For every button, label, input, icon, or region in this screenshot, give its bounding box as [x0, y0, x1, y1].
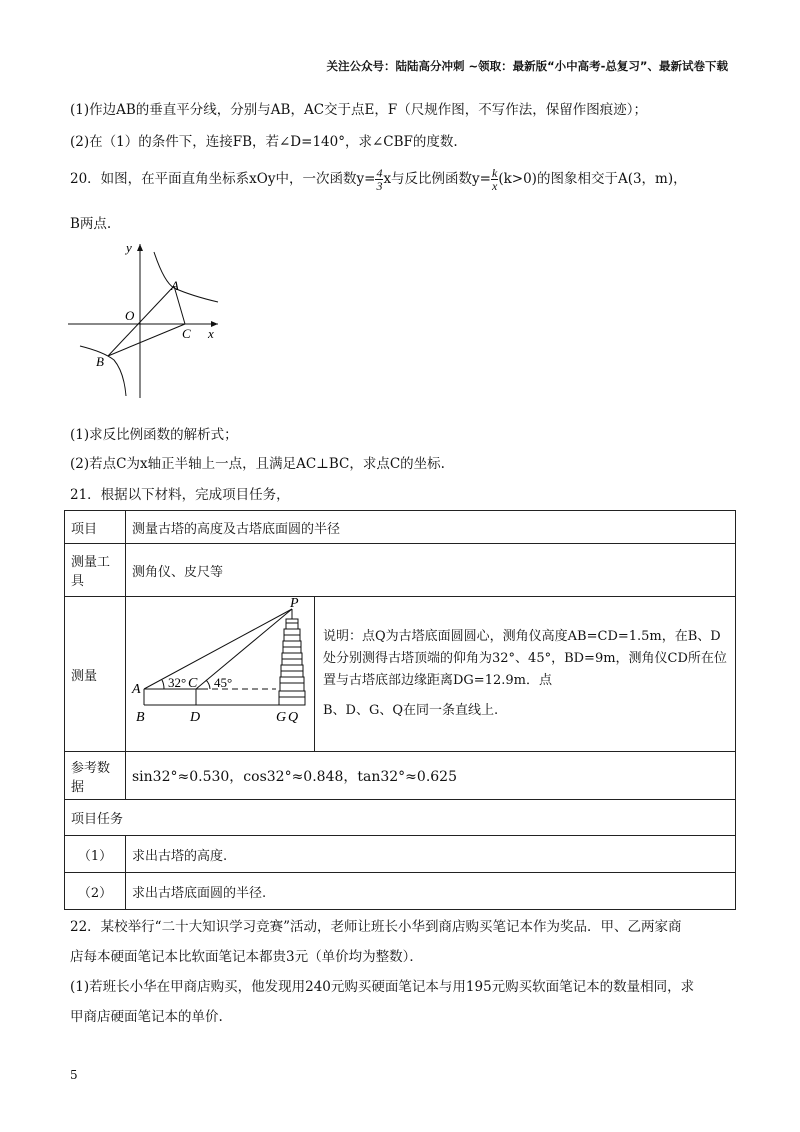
q22-part1-b: 甲商店硬面笔记本的单价. [70, 1009, 223, 1025]
cell-measure-label: 测量 [65, 597, 126, 752]
frac1-den: 3 [376, 179, 383, 193]
q22-stem-1: 22．某校举行“二十大知识学习竞赛”活动，老师让班长小华到商店购买笔记本作为奖品．甲、乙两家商 [70, 919, 682, 935]
measure-text-2: B、D、G、Q在同一条直线上. [323, 703, 499, 718]
hyperbola-branch-1 [154, 252, 218, 302]
q20-stem-a: 20．如图，在平面直角坐标系xOy中，一次函数y= [70, 171, 376, 187]
label-b: B [136, 710, 145, 725]
cell-tool-value: 测角仪、皮尺等 [126, 544, 736, 597]
cell-measure-description [315, 597, 736, 752]
line-ab [108, 286, 174, 356]
cell-task1-no: （1） [65, 836, 126, 873]
cell-task1: 求出古塔的高度. [126, 836, 736, 873]
label-a: A [171, 278, 179, 293]
table-row-reference [65, 752, 736, 800]
table-row-task-2 [65, 873, 736, 910]
cell-tool-label: 测量工具 [65, 544, 126, 597]
cell-task2: 求出古塔底面圆的半径. [126, 873, 736, 910]
label-a: A [132, 682, 141, 697]
q20-coordinate-figure [68, 238, 228, 398]
sight-line-45 [196, 609, 292, 689]
table-row-task-header [65, 800, 736, 836]
label-angle-32: 32° [168, 675, 187, 690]
label-p: P [290, 597, 299, 611]
tower-figure [126, 597, 314, 747]
label-y: y [126, 240, 132, 255]
q19-part1: (1)作边AB的垂直平分线，分别与AB，AC交于点E，F（尺规作图，不写作法，保留作图痕迹）； [70, 102, 648, 118]
tower-icon [279, 619, 305, 705]
table-row-item [65, 511, 736, 544]
label-b: B [96, 354, 104, 369]
label-c: C [188, 676, 198, 691]
cell-item-label: 项目 [65, 511, 126, 544]
frac2-num: k [492, 166, 498, 180]
label-q: Q [288, 710, 299, 725]
page-number: 5 [70, 1068, 78, 1082]
table-row-measure [65, 597, 736, 752]
cell-measure-diagram [126, 597, 315, 752]
label-d: D [190, 710, 201, 725]
cell-ref-value: sin32°≈0.530，cos32°≈0.848，tan32°≈0.625 [126, 752, 736, 800]
table-row-task-1 [65, 836, 736, 873]
y-axis-arrow [137, 244, 143, 251]
label-g: G [276, 710, 287, 725]
label-c: C [182, 326, 191, 341]
q20-part1: (1)求反比例函数的解析式； [70, 427, 238, 443]
cell-task-header: 项目任务 [65, 800, 736, 836]
project-table [64, 510, 736, 910]
cell-task2-no: （2） [65, 873, 126, 910]
label-angle-45: 45° [214, 675, 233, 690]
q20-part2: (2)若点C为x轴正半轴上一点，且满足AC⊥BC，求点C的坐标. [70, 456, 445, 472]
frac2-den: x [492, 179, 498, 193]
label-x: x [208, 326, 214, 341]
q22-part1-a: (1)若班长小华在甲商店购买，他发现用240元购买硬面笔记本与用195元购买软面笔记本的数量相同，求 [70, 979, 695, 995]
frac1-num: 4 [376, 166, 383, 180]
measure-text-1: 说明：点Q为古塔底面圆圆心，测角仪高度AB=CD=1.5m，在B、D处分别测得古塔顶端的仰角为32°、45°，BD=9m，测角仪CD所在位置与古塔底部边缘距离DG=12.9m．点 [323, 629, 727, 688]
q20-stem-d: B两点. [70, 216, 112, 232]
q20-stem-b: x与反比例函数y= [383, 171, 491, 187]
page-header: 关注公众号：陆陆高分冲刺 ~领取：最新版“小中高考-总复习”、最新试卷下载 [326, 59, 728, 73]
q19-part2: (2)在（1）的条件下，连接FB，若∠D=140°，求∠CBF的度数. [70, 134, 458, 150]
angle-arc-45 [206, 680, 210, 689]
q22-stem-2: 店每本硬面笔记本比软面笔记本都贵3元（单价均为整数）． [70, 949, 423, 965]
cell-ref-label: 参考数据 [65, 752, 126, 800]
q20-stem-c: (k>0)的图象相交于A(3，m)， [498, 171, 687, 187]
q20-stem [70, 167, 687, 192]
table-row-tools [65, 544, 736, 597]
q21-stem: 21．根据以下材料，完成项目任务， [70, 487, 290, 503]
label-o: O [125, 308, 135, 323]
angle-arc-32 [162, 680, 164, 689]
line-bc [108, 324, 185, 356]
cell-item-value: 测量古塔的高度及古塔底面圆的半径 [126, 511, 736, 544]
